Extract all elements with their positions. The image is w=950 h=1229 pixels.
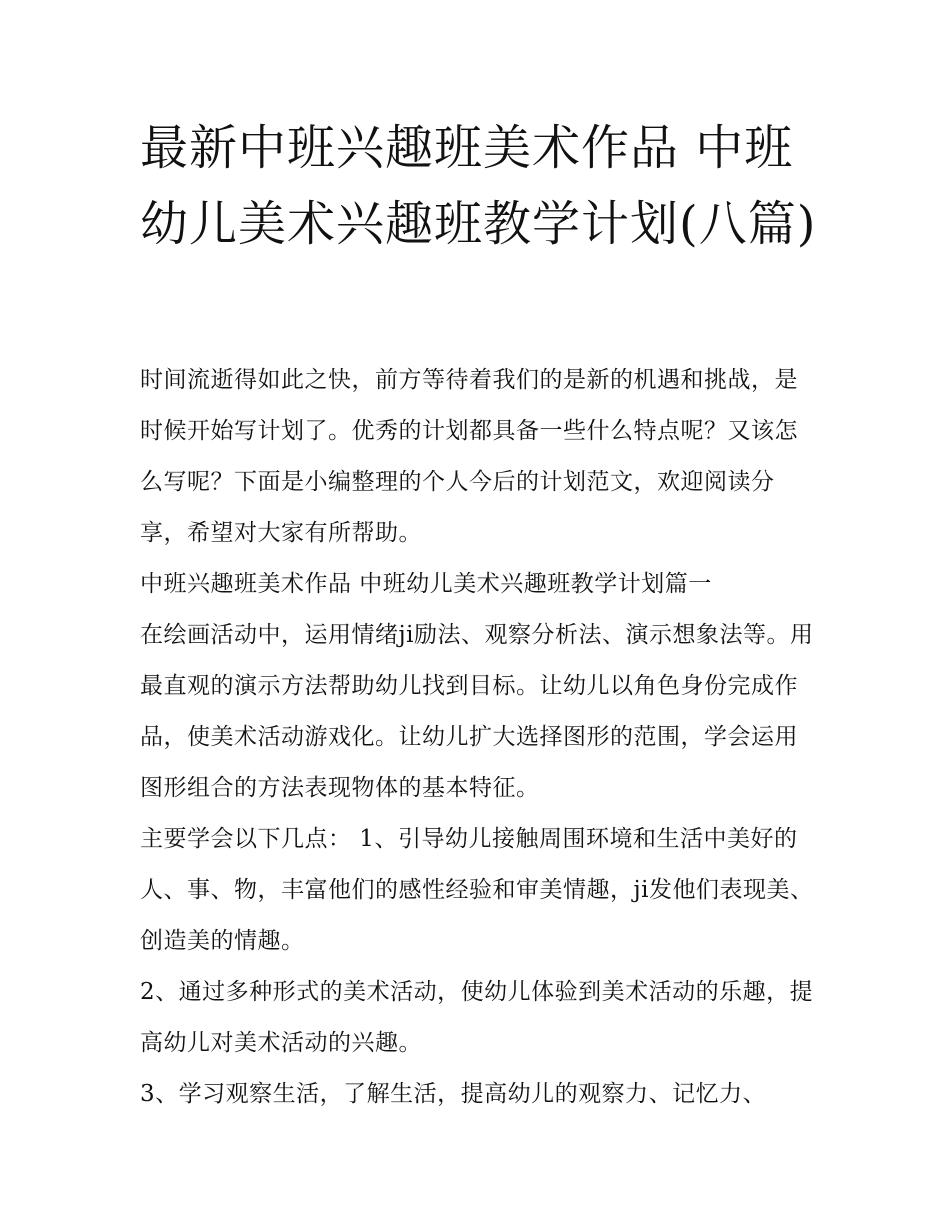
- paragraph-goal-1: 主要学会以下几点： 1、引导幼儿接触周围环境和生活中美好的人、事、物，丰富他们的感性经验和审美情趣，ji发他们表现美、创造美的情趣。: [140, 826, 814, 954]
- paragraph-goal-3: 3、学习观察生活，了解生活，提高幼儿的观察力、记忆力、: [140, 1081, 767, 1107]
- document-title: 最新中班兴趣班美术作品 中班幼儿美术兴趣班教学计划(八篇): [140, 120, 817, 252]
- paragraph-goal-2: 2、通过多种形式的美术活动，使幼儿体验到美术活动的乐趣，提高幼儿对美术活动的兴趣。: [140, 979, 814, 1056]
- section-heading: 中班兴趣班美术作品 中班幼儿美术兴趣班教学计划篇一: [140, 571, 712, 597]
- paragraph-intro: 时间流逝得如此之快，前方等待着我们的是新的机遇和挑战，是时候开始写计划了。优秀的计划都具备一些什么特点呢？又该怎么写呢？下面是小编整理的个人今后的计划范文，欢迎阅读分享，希望对大家有所帮助。: [140, 367, 798, 546]
- paragraph-methods: 在绘画活动中，运用情绪ji励法、观察分析法、演示想象法等。用最直观的演示方法帮助幼儿找到目标。让幼儿以角色身份完成作品，使美术活动游戏化。让幼儿扩大选择图形的范围，学会运用图形组合的方法表现物体的基本特征。: [140, 622, 814, 801]
- document-body: [140, 355, 820, 1120]
